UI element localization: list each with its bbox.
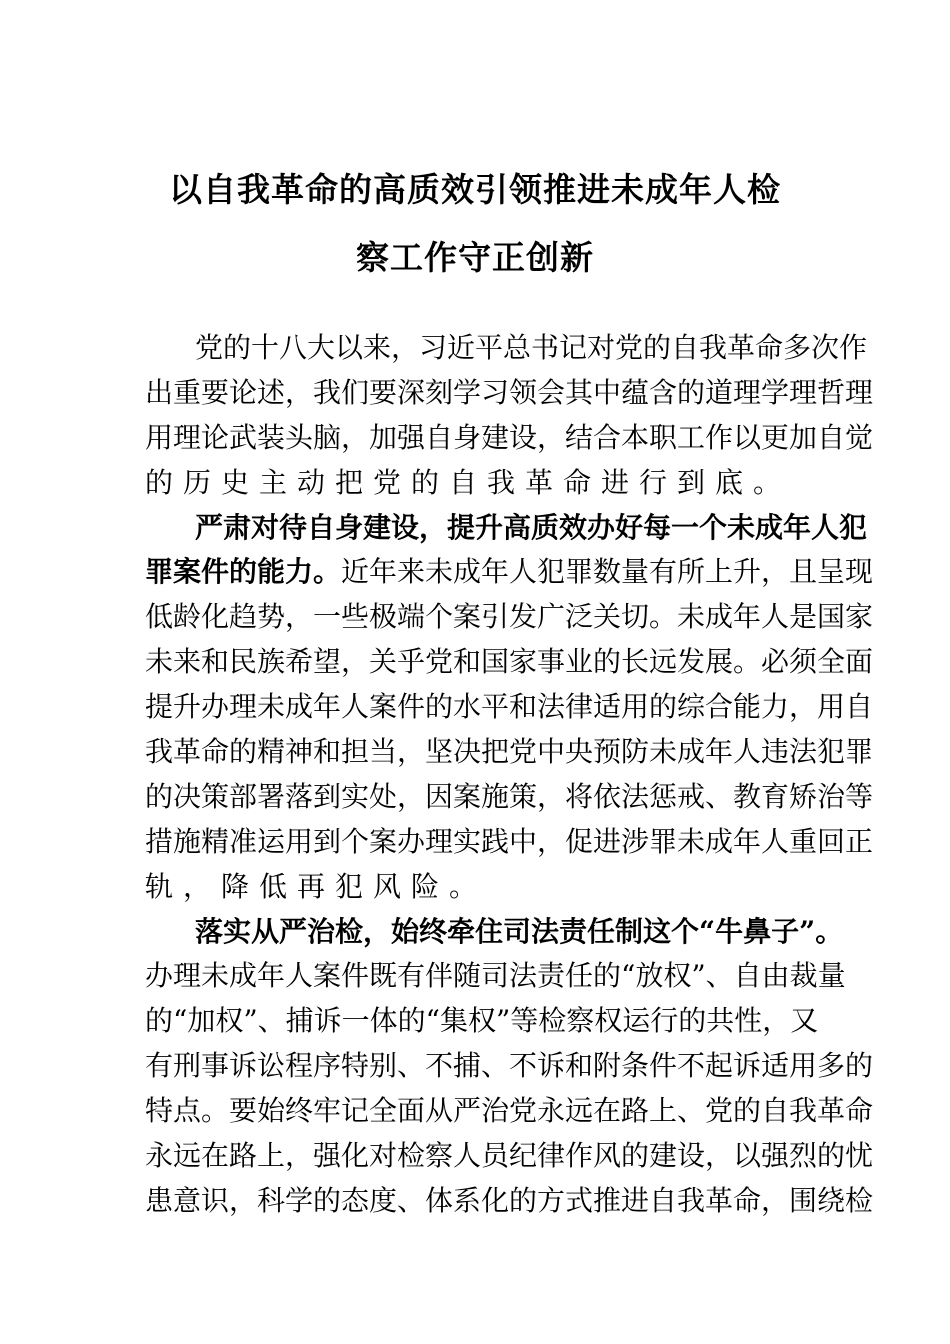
text-line: 办理未成年人案件既有伴随司法责任的“放权”、自由裁量 (145, 959, 846, 993)
text-line: 有刑事诉讼程序特别、不捕、不诉和附条件不起诉适用多的 (145, 1049, 874, 1083)
document-title-line-2: 察工作守正创新 (356, 238, 594, 277)
text-line (145, 554, 874, 599)
text-line: 低龄化趋势，一些极端个案引发广泛关切。未成年人是国家 (145, 600, 874, 634)
text-line (145, 914, 844, 959)
paragraph-self-building (145, 510, 874, 914)
text-line: 的“加权”、捕诉一体的“集权”等检察权运行的共性，又 (145, 1004, 819, 1038)
text-line: 患意识，科学的态度、体系化的方式推进自我革命，围绕检 (145, 1183, 874, 1217)
document-title-line-1: 以自我革命的高质效引领推进未成年人检 (169, 170, 781, 209)
paragraph-strict-governance (145, 914, 874, 1228)
body-text: 近年来未成年人犯罪数量有所上升，且呈现 (341, 555, 874, 589)
section-heading: 严肃对待自身建设，提升高质效办好每一个未成年人犯 (195, 510, 868, 544)
text-line: 特点。要始终牢记全面从严治党永远在路上、党的自我革命 (145, 1094, 874, 1128)
section-heading: 落实从严治检，始终牵住司法责任制这个“牛鼻子”。 (195, 914, 844, 948)
text-line: 永远在路上，强化对检察人员纪律作风的建设，以强烈的忧 (145, 1139, 874, 1173)
text-line: 党的十八大以来，习近平总书记对党的自我革命多次作 (195, 331, 868, 364)
text-line: 轨，降低再犯风险。 (145, 869, 488, 903)
text-line: 我革命的精神和担当，坚决把党中央预防未成年人违法犯罪 (145, 735, 874, 769)
paragraph-intro (145, 330, 874, 510)
section-heading: 罪案件的能力。 (145, 555, 342, 589)
document-body (145, 330, 874, 1228)
text-line (145, 510, 868, 555)
text-line: 未来和民族希望，关乎党和国家事业的长远发展。必须全面 (145, 645, 874, 679)
text-line: 用理论武装头脑，加强自身建设，结合本职工作以更加自觉 (145, 420, 874, 454)
text-line: 出重要论述，我们要深刻学习领会其中蕴含的道理学理哲理 (145, 375, 874, 409)
text-line: 的决策部署落到实处，因案施策，将依法惩戒、教育矫治等 (145, 779, 874, 813)
text-line: 的历史主动把党的自我革命进行到底。 (145, 465, 792, 499)
text-line: 提升办理未成年人案件的水平和法律适用的综合能力，用自 (145, 690, 874, 724)
text-line: 措施精准运用到个案办理实践中，促进涉罪未成年人重回正 (145, 824, 874, 858)
